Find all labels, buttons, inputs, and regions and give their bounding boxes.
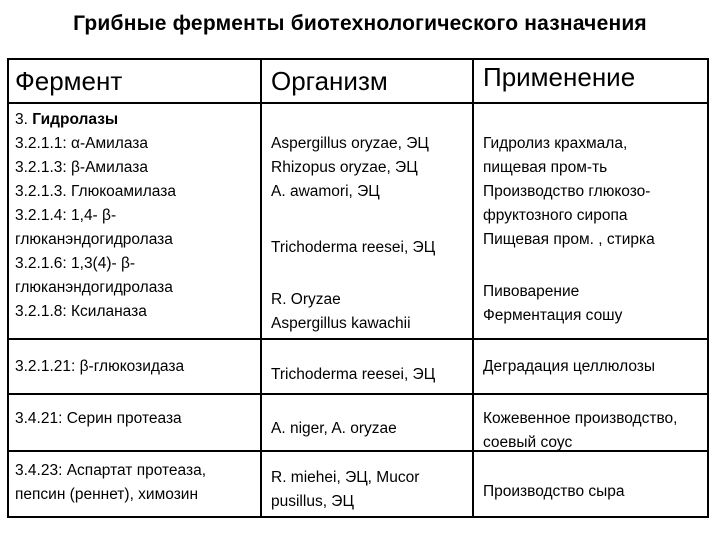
organism-line: Trichoderma reesei, ЭЦ	[271, 239, 436, 256]
enzyme-line: 3.4.21: Серин протеаза	[15, 410, 182, 427]
cell-organism-row-3	[271, 417, 397, 441]
application-line: Производство глюкозо-	[483, 183, 651, 200]
application-line: пищевая пром-ть	[483, 159, 608, 176]
cell-application-group-2	[483, 280, 622, 328]
enzyme-line: 3.2.1.1: α-Амилаза	[15, 135, 149, 152]
cell-enzyme-row-4	[15, 459, 206, 507]
enzyme-line: пепсин (реннет), химозин	[15, 486, 199, 503]
cell-enzyme-block	[15, 108, 176, 324]
enzyme-table	[7, 58, 709, 518]
cell-application-row-3	[483, 407, 677, 455]
enzyme-line: 3.2.1.4: 1,4- β-	[15, 207, 117, 224]
header-organism: Организм	[271, 66, 388, 96]
enzyme-group-line	[15, 108, 176, 132]
cell-enzyme-row-3	[15, 407, 182, 431]
cell-enzyme-row-2	[15, 355, 184, 379]
enzyme-line: 3.2.1.8: Ксиланаза	[15, 303, 147, 320]
cell-organism-group-3	[271, 288, 411, 336]
row-divider	[9, 393, 707, 395]
enzyme-line: 3.2.1.21: β-глюкозидаза	[15, 358, 185, 375]
enzyme-line: 3.2.1.6: 1,3(4)- β-	[15, 255, 136, 272]
column-divider	[260, 60, 262, 516]
enzyme-group-name: Гидролазы	[32, 111, 119, 128]
organism-line: pusillus, ЭЦ	[271, 493, 354, 510]
application-line: соевый соус	[483, 434, 573, 451]
cell-application-group-1	[483, 132, 655, 252]
application-line: фруктозного сиропа	[483, 207, 628, 224]
enzyme-line: 3.2.1.3: β-Амилаза	[15, 159, 148, 176]
organism-line: Aspergillus kawachii	[271, 315, 411, 332]
organism-line: A. awamori, ЭЦ	[271, 183, 380, 200]
cell-application-row-2	[483, 355, 655, 379]
slide-title: Грибные ферменты биотехнологического назначения	[73, 12, 647, 35]
application-line: Производство сыра	[483, 483, 625, 500]
column-divider	[472, 60, 474, 516]
organism-line: R. Oryzae	[271, 291, 341, 308]
enzyme-line: 3.2.1.3. Глюкоамилаза	[15, 183, 176, 200]
application-line: Пивоварение	[483, 283, 580, 300]
header-divider	[9, 102, 707, 104]
row-divider	[9, 338, 707, 340]
header-enzyme: Фермент	[15, 66, 123, 96]
enzyme-line: глюканэндогидролаза	[15, 279, 173, 296]
organism-line: Aspergillus oryzae, ЭЦ	[271, 135, 429, 152]
enzyme-group-prefix: 3.	[15, 111, 33, 128]
enzyme-line: глюканэндогидролаза	[15, 231, 173, 248]
header-application: Применение	[483, 62, 636, 92]
organism-line: R. miehei, ЭЦ, Mucor	[271, 469, 420, 486]
application-line: Деградация целлюлозы	[483, 358, 656, 375]
application-line: Гидролиз крахмала,	[483, 135, 628, 152]
cell-organism-group-1	[271, 132, 429, 204]
cell-application-row-4	[483, 480, 625, 504]
application-line: Кожевенное производство,	[483, 410, 678, 427]
organism-line: Trichoderma reesei, ЭЦ	[271, 366, 436, 383]
organism-line: Rhizopus oryzae, ЭЦ	[271, 159, 418, 176]
cell-organism-group-2	[271, 236, 435, 260]
enzyme-line: 3.4.23: Аспартат протеаза,	[15, 462, 207, 479]
cell-organism-row-4	[271, 466, 419, 514]
application-line: Ферментация сошу	[483, 307, 623, 324]
cell-organism-row-2	[271, 363, 435, 387]
application-line: Пищевая пром. , стирка	[483, 231, 655, 248]
organism-line: A. niger, A. oryzae	[271, 420, 397, 437]
